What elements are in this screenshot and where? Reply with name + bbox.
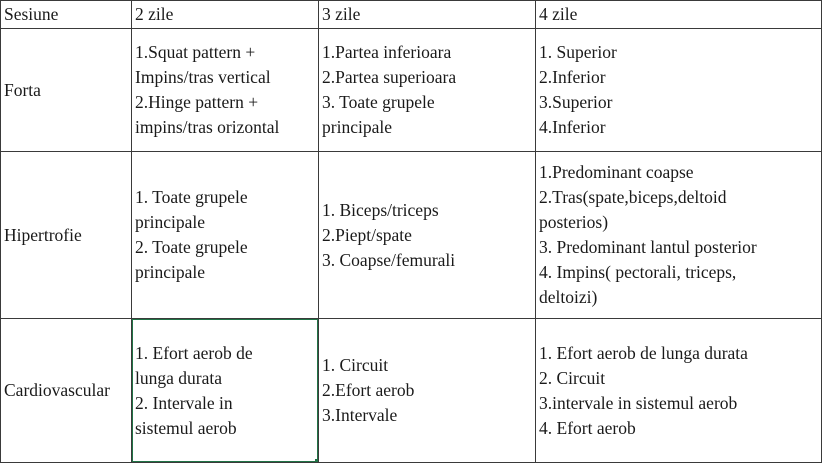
cell-line: 1.Squat pattern + [135, 42, 256, 62]
cell-line: 3. Toate grupele [322, 92, 435, 112]
table-row-forta [1, 29, 822, 152]
header-cell-2-zile[interactable]: 2 zile [132, 1, 319, 29]
cell-line: 2.Inferior [539, 67, 606, 87]
cell-line: sistemul aerob [135, 417, 237, 438]
cell-line: 4. Efort aerob [539, 417, 636, 438]
cell-line: 2.Efort aerob [322, 380, 415, 400]
cell-hipertrofie-4-zile[interactable] [536, 152, 822, 319]
header-cell-3-zile[interactable]: 3 zile [319, 1, 536, 29]
cell-line: 2.Piept/spate [322, 224, 412, 245]
cell-line: principale [135, 262, 205, 282]
cell-cardiovascular-4-zile[interactable] [536, 319, 822, 463]
cell-line: 1.Predominant coapse [539, 162, 694, 182]
cell-line: 2.Hinge pattern + [135, 92, 259, 112]
cell-line: 4. Impins( pectorali, triceps, [539, 262, 737, 282]
row-label-forta[interactable]: Forta [1, 29, 132, 152]
table-row-cardiovascular [1, 319, 822, 463]
cell-cardiovascular-2-zile-selected[interactable] [132, 319, 319, 463]
cell-line: 2.Tras(spate,biceps,deltoid [539, 187, 727, 207]
cell-line: 1.Partea inferioara [322, 42, 452, 62]
cell-line: 1. Circuit [322, 355, 389, 375]
cell-line: 4.Inferior [539, 117, 606, 137]
cell-line: 2. Circuit [539, 367, 606, 388]
row-label-hipertrofie[interactable]: Hipertrofie [1, 152, 132, 319]
cell-hipertrofie-3-zile[interactable] [319, 152, 536, 319]
cell-line: 1. Efort aerob de [135, 342, 253, 363]
cell-line: 2. Toate grupele [135, 237, 248, 257]
table-row-hipertrofie [1, 152, 822, 319]
row-label-cardiovascular[interactable]: Cardiovascular [1, 319, 132, 463]
cell-line: impins/tras orizontal [135, 117, 280, 137]
cell-hipertrofie-2-zile[interactable] [132, 152, 319, 319]
cell-line: 3. Predominant lantul posterior [539, 237, 757, 257]
header-cell-4-zile[interactable]: 4 zile [536, 1, 822, 29]
cell-line: principale [135, 212, 205, 232]
cell-forta-3-zile[interactable] [319, 29, 536, 152]
cell-line: deltoizi) [539, 287, 598, 307]
cell-line: 2.Partea superioara [322, 67, 457, 87]
cell-line: principale [322, 117, 392, 137]
cell-cardiovascular-3-zile[interactable] [319, 319, 536, 463]
cell-line: 1. Superior [539, 42, 617, 62]
header-row [1, 1, 822, 29]
cell-line: 2. Intervale in [135, 392, 233, 413]
cell-line: 3. Coapse/femurali [322, 249, 456, 270]
cell-line: posterios) [539, 212, 609, 232]
cell-line: 1. Efort aerob de lunga durata [539, 342, 748, 363]
cell-line: lunga durata [135, 367, 222, 388]
cell-forta-2-zile[interactable] [132, 29, 319, 152]
header-cell-sesiune[interactable]: Sesiune [1, 1, 132, 29]
cell-line: Impins/tras vertical [135, 67, 271, 87]
cell-line: 3.Intervale [322, 405, 398, 425]
cell-line: 1. Biceps/triceps [322, 199, 439, 220]
cell-line: 3.Superior [539, 92, 613, 112]
cell-forta-4-zile[interactable] [536, 29, 822, 152]
cell-line: 3.intervale in sistemul aerob [539, 392, 738, 413]
cell-line: 1. Toate grupele [135, 187, 248, 207]
